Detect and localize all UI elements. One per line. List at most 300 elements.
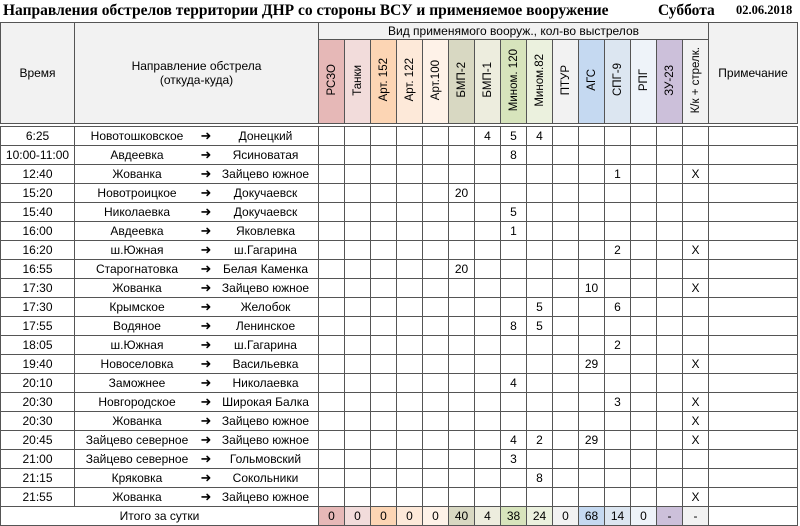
weapon-value-cell bbox=[345, 355, 371, 374]
weapon-header-label: Мином. 120 bbox=[507, 48, 520, 112]
weapon-value-cell bbox=[683, 298, 709, 317]
table-row bbox=[1, 127, 798, 146]
time-cell: 19:40 bbox=[1, 355, 75, 374]
arrow-right-icon: ➜ bbox=[200, 280, 212, 295]
weapon-value-cell bbox=[371, 412, 397, 431]
weapon-value-cell bbox=[553, 393, 579, 412]
weapon-value-cell bbox=[397, 355, 423, 374]
weapon-value-cell bbox=[657, 298, 683, 317]
table-row bbox=[1, 374, 798, 393]
weapon-header bbox=[397, 40, 423, 124]
weapon-value-cell bbox=[449, 222, 475, 241]
weapon-header-label: Мином.82 bbox=[533, 53, 546, 107]
weapon-value-cell bbox=[579, 260, 605, 279]
from-location: Авдеевка bbox=[110, 224, 164, 238]
weapon-value-cell bbox=[397, 146, 423, 165]
weapon-value-cell bbox=[527, 279, 553, 298]
weapon-value-cell bbox=[449, 317, 475, 336]
weapon-value-cell: 4 bbox=[527, 127, 553, 146]
weapon-value-cell bbox=[397, 412, 423, 431]
weapon-value-cell bbox=[371, 279, 397, 298]
weapon-value-cell bbox=[605, 469, 631, 488]
table-row bbox=[1, 279, 798, 298]
direction-cell bbox=[75, 355, 319, 374]
total-value-cell: 38 bbox=[501, 507, 527, 526]
table-row bbox=[1, 260, 798, 279]
weapon-value-cell bbox=[631, 317, 657, 336]
direction-header-text: Направление обстрела (откуда-куда) bbox=[131, 59, 262, 87]
weapon-header-label: Танки bbox=[351, 64, 364, 96]
weapon-value-cell: 1 bbox=[501, 222, 527, 241]
time-cell: 16:00 bbox=[1, 222, 75, 241]
weapon-value-cell bbox=[657, 374, 683, 393]
weapon-value-cell: 5 bbox=[501, 203, 527, 222]
weapon-value-cell: 4 bbox=[475, 127, 501, 146]
table-row bbox=[1, 469, 798, 488]
weapon-value-cell bbox=[527, 241, 553, 260]
weapon-value-cell bbox=[631, 393, 657, 412]
note-cell bbox=[709, 203, 798, 222]
time-cell: 17:55 bbox=[1, 317, 75, 336]
to-location: Белая Каменка bbox=[222, 262, 309, 276]
weapon-value-cell bbox=[423, 393, 449, 412]
direction-cell bbox=[75, 336, 319, 355]
weapon-value-cell bbox=[423, 279, 449, 298]
to-location: Яковлевка bbox=[235, 224, 296, 238]
weapon-value-cell bbox=[527, 412, 553, 431]
weapon-value-cell bbox=[631, 203, 657, 222]
weapon-value-cell bbox=[527, 374, 553, 393]
to-location: Николаевка bbox=[232, 376, 299, 390]
weapon-value-cell: 4 bbox=[501, 374, 527, 393]
weapon-value-cell bbox=[475, 317, 501, 336]
to-location: Докучаевск bbox=[233, 186, 298, 200]
time-cell: 17:30 bbox=[1, 298, 75, 317]
weapon-value-cell bbox=[683, 450, 709, 469]
weapon-value-cell: X bbox=[683, 165, 709, 184]
weapon-value-cell bbox=[397, 450, 423, 469]
total-note-cell bbox=[709, 507, 798, 526]
note-cell bbox=[709, 450, 798, 469]
arrow-right-icon: ➜ bbox=[200, 204, 212, 219]
weapon-value-cell bbox=[631, 431, 657, 450]
weapon-value-cell bbox=[319, 298, 345, 317]
weapon-value-cell bbox=[449, 374, 475, 393]
weapon-value-cell bbox=[475, 184, 501, 203]
to-location: Зайцево южное bbox=[221, 433, 310, 447]
weapon-value-cell bbox=[631, 279, 657, 298]
to-location: Ленинское bbox=[235, 319, 296, 333]
time-cell: 12:40 bbox=[1, 165, 75, 184]
table-row bbox=[1, 317, 798, 336]
weapon-value-cell bbox=[553, 222, 579, 241]
weapon-value-cell bbox=[605, 279, 631, 298]
weapon-header-label: БМП-2 bbox=[455, 62, 468, 98]
weapon-value-cell bbox=[475, 165, 501, 184]
weapon-value-cell bbox=[371, 127, 397, 146]
to-location: Желобок bbox=[240, 300, 291, 314]
weapon-value-cell bbox=[449, 469, 475, 488]
weapon-value-cell bbox=[501, 412, 527, 431]
weapon-value-cell: 20 bbox=[449, 260, 475, 279]
total-value-cell: 0 bbox=[553, 507, 579, 526]
weapon-value-cell bbox=[449, 336, 475, 355]
weapon-value-cell bbox=[683, 260, 709, 279]
direction-cell bbox=[75, 222, 319, 241]
weapon-header-label: Арт.100 bbox=[429, 59, 442, 101]
weapon-value-cell bbox=[371, 431, 397, 450]
note-header: Примечание bbox=[709, 23, 798, 124]
weapon-value-cell bbox=[579, 127, 605, 146]
weapon-value-cell bbox=[423, 260, 449, 279]
weapon-value-cell bbox=[527, 146, 553, 165]
weapon-value-cell bbox=[449, 431, 475, 450]
weapon-value-cell bbox=[319, 355, 345, 374]
weapon-value-cell bbox=[683, 146, 709, 165]
from-location: ш.Южная bbox=[110, 243, 164, 257]
weapon-value-cell bbox=[423, 298, 449, 317]
total-value-cell: 14 bbox=[605, 507, 631, 526]
weapon-value-cell bbox=[397, 469, 423, 488]
weapon-value-cell bbox=[657, 222, 683, 241]
arrow-right-icon: ➜ bbox=[200, 432, 212, 447]
weapon-value-cell bbox=[449, 241, 475, 260]
weapon-value-cell bbox=[527, 336, 553, 355]
from-location: Жованка bbox=[112, 167, 162, 181]
table-row bbox=[1, 393, 798, 412]
weapon-value-cell bbox=[319, 374, 345, 393]
weapon-value-cell bbox=[553, 146, 579, 165]
time-cell: 15:40 bbox=[1, 203, 75, 222]
weapon-value-cell: X bbox=[683, 488, 709, 507]
from-location: Кряковка bbox=[111, 471, 163, 485]
weapon-header-label: ПТУР bbox=[559, 64, 572, 96]
note-cell bbox=[709, 469, 798, 488]
note-cell bbox=[709, 317, 798, 336]
weapon-value-cell bbox=[579, 488, 605, 507]
weapon-value-cell bbox=[345, 203, 371, 222]
weapon-value-cell bbox=[631, 184, 657, 203]
to-location: Зайцево южное bbox=[221, 490, 310, 504]
weapon-value-cell bbox=[605, 127, 631, 146]
weapon-value-cell bbox=[475, 222, 501, 241]
weapon-header bbox=[475, 40, 501, 124]
direction-cell bbox=[75, 374, 319, 393]
table-row bbox=[1, 488, 798, 507]
weapon-value-cell bbox=[683, 317, 709, 336]
from-location: ш.Южная bbox=[110, 338, 164, 352]
weapon-value-cell bbox=[397, 317, 423, 336]
weapon-value-cell bbox=[579, 298, 605, 317]
weapon-value-cell bbox=[423, 241, 449, 260]
direction-cell bbox=[75, 412, 319, 431]
weapon-value-cell bbox=[397, 260, 423, 279]
time-cell: 16:55 bbox=[1, 260, 75, 279]
weapon-value-cell bbox=[371, 317, 397, 336]
weapon-header bbox=[423, 40, 449, 124]
to-location: Докучаевск bbox=[233, 205, 298, 219]
weapon-value-cell bbox=[501, 393, 527, 412]
weapon-value-cell bbox=[605, 488, 631, 507]
shelling-table bbox=[0, 22, 798, 526]
from-location: Старогнатовка bbox=[95, 262, 179, 276]
weapon-value-cell bbox=[553, 431, 579, 450]
direction-cell bbox=[75, 488, 319, 507]
weapon-value-cell: X bbox=[683, 412, 709, 431]
weapon-value-cell bbox=[605, 431, 631, 450]
weapon-value-cell bbox=[579, 374, 605, 393]
weapon-value-cell bbox=[631, 488, 657, 507]
time-cell: 16:20 bbox=[1, 241, 75, 260]
weapon-value-cell bbox=[397, 298, 423, 317]
weapon-value-cell bbox=[319, 146, 345, 165]
weapon-value-cell bbox=[345, 146, 371, 165]
weapon-value-cell bbox=[631, 241, 657, 260]
weapon-value-cell bbox=[345, 374, 371, 393]
weapon-value-cell bbox=[397, 241, 423, 260]
weapon-value-cell: 3 bbox=[501, 450, 527, 469]
weapon-value-cell bbox=[657, 127, 683, 146]
from-location: Зайцево северное bbox=[85, 452, 189, 466]
from-location: Новотроицкое bbox=[97, 186, 177, 200]
weapon-value-cell bbox=[657, 431, 683, 450]
time-cell: 20:30 bbox=[1, 393, 75, 412]
weapon-value-cell bbox=[345, 298, 371, 317]
weapon-value-cell bbox=[319, 412, 345, 431]
weapon-value-cell bbox=[657, 393, 683, 412]
weapon-value-cell bbox=[657, 450, 683, 469]
weapon-value-cell bbox=[345, 260, 371, 279]
arrow-right-icon: ➜ bbox=[200, 318, 212, 333]
weapon-value-cell bbox=[579, 184, 605, 203]
weapon-value-cell bbox=[631, 127, 657, 146]
weapon-header-label: Арт. 152 bbox=[377, 58, 390, 102]
weapon-value-cell: X bbox=[683, 431, 709, 450]
weapon-value-cell bbox=[423, 431, 449, 450]
weapon-header-label: РПГ bbox=[637, 68, 650, 92]
weapon-value-cell bbox=[553, 241, 579, 260]
weapon-value-cell bbox=[579, 393, 605, 412]
weapon-value-cell bbox=[423, 488, 449, 507]
weapon-value-cell bbox=[553, 165, 579, 184]
weapon-value-cell bbox=[345, 317, 371, 336]
direction-cell bbox=[75, 260, 319, 279]
to-location: Донецкий bbox=[238, 129, 293, 143]
weapon-value-cell bbox=[449, 127, 475, 146]
weapon-value-cell bbox=[683, 336, 709, 355]
total-value-cell: 0 bbox=[345, 507, 371, 526]
weapon-value-cell bbox=[371, 374, 397, 393]
weapon-value-cell bbox=[423, 317, 449, 336]
weapon-value-cell bbox=[397, 431, 423, 450]
from-location: Зайцево северное bbox=[85, 433, 189, 447]
weapon-value-cell bbox=[475, 431, 501, 450]
weapon-value-cell bbox=[371, 393, 397, 412]
weapon-value-cell bbox=[397, 127, 423, 146]
weapon-value-cell bbox=[423, 374, 449, 393]
weapon-value-cell bbox=[605, 374, 631, 393]
weapon-value-cell bbox=[657, 203, 683, 222]
direction-cell bbox=[75, 431, 319, 450]
weapon-value-cell bbox=[553, 374, 579, 393]
weapon-value-cell bbox=[501, 260, 527, 279]
weapon-value-cell bbox=[475, 146, 501, 165]
note-cell bbox=[709, 488, 798, 507]
weapon-value-cell bbox=[657, 412, 683, 431]
arrow-right-icon: ➜ bbox=[200, 356, 212, 371]
weapon-value-cell bbox=[683, 469, 709, 488]
weapon-value-cell bbox=[683, 184, 709, 203]
weapon-value-cell bbox=[657, 279, 683, 298]
note-cell bbox=[709, 298, 798, 317]
weapon-value-cell: 8 bbox=[527, 469, 553, 488]
weapon-value-cell bbox=[475, 488, 501, 507]
direction-cell bbox=[75, 184, 319, 203]
weapon-value-cell bbox=[475, 298, 501, 317]
total-value-cell: 0 bbox=[397, 507, 423, 526]
weapon-header bbox=[657, 40, 683, 124]
weapon-value-cell bbox=[319, 279, 345, 298]
weapon-value-cell bbox=[631, 298, 657, 317]
weapon-header-label: Арт. 122 bbox=[403, 58, 416, 102]
weapon-value-cell: 8 bbox=[501, 317, 527, 336]
weapon-value-cell bbox=[423, 146, 449, 165]
weapon-value-cell bbox=[449, 146, 475, 165]
weapon-value-cell bbox=[579, 412, 605, 431]
time-cell: 21:15 bbox=[1, 469, 75, 488]
weapon-header bbox=[579, 40, 605, 124]
weapon-value-cell bbox=[423, 184, 449, 203]
report-day: Суббота bbox=[658, 2, 715, 19]
time-cell: 15:20 bbox=[1, 184, 75, 203]
weapon-value-cell bbox=[319, 222, 345, 241]
weapon-value-cell bbox=[605, 412, 631, 431]
total-value-cell: 68 bbox=[579, 507, 605, 526]
arrow-right-icon: ➜ bbox=[200, 394, 212, 409]
weapon-value-cell bbox=[553, 279, 579, 298]
time-cell: 17:30 bbox=[1, 279, 75, 298]
weapon-value-cell bbox=[397, 279, 423, 298]
weapon-value-cell bbox=[319, 184, 345, 203]
from-location: Николаевка bbox=[103, 205, 171, 219]
time-cell: 20:10 bbox=[1, 374, 75, 393]
weapon-value-cell bbox=[683, 203, 709, 222]
weapon-value-cell bbox=[345, 393, 371, 412]
weapon-value-cell: 8 bbox=[501, 146, 527, 165]
weapon-value-cell: 5 bbox=[527, 298, 553, 317]
direction-cell bbox=[75, 203, 319, 222]
total-value-cell: - bbox=[657, 507, 683, 526]
weapon-value-cell bbox=[553, 184, 579, 203]
total-value-cell: 0 bbox=[371, 507, 397, 526]
table-row bbox=[1, 355, 798, 374]
weapon-value-cell bbox=[371, 222, 397, 241]
weapon-value-cell bbox=[501, 469, 527, 488]
weapon-value-cell bbox=[553, 336, 579, 355]
to-location: ш.Гагарина bbox=[234, 243, 297, 257]
weapon-value-cell bbox=[475, 355, 501, 374]
from-location: Жованка bbox=[112, 490, 162, 504]
arrow-right-icon: ➜ bbox=[200, 413, 212, 428]
weapon-header-label: РСЗО bbox=[325, 64, 338, 96]
weapon-value-cell bbox=[423, 222, 449, 241]
table-row bbox=[1, 412, 798, 431]
weapon-value-cell bbox=[319, 317, 345, 336]
table-row bbox=[1, 203, 798, 222]
weapon-value-cell bbox=[371, 146, 397, 165]
weapons-group-header: Вид применямого вооруж., кол-во выстрелов bbox=[319, 23, 709, 40]
direction-cell bbox=[75, 469, 319, 488]
weapon-value-cell bbox=[371, 260, 397, 279]
weapon-value-cell bbox=[345, 450, 371, 469]
weapon-value-cell bbox=[501, 279, 527, 298]
weapon-value-cell bbox=[371, 469, 397, 488]
total-value-cell: 40 bbox=[449, 507, 475, 526]
note-cell bbox=[709, 374, 798, 393]
to-location: Васильевка bbox=[232, 357, 299, 371]
arrow-right-icon: ➜ bbox=[200, 470, 212, 485]
total-value-cell: - bbox=[683, 507, 709, 526]
total-value-cell: 0 bbox=[319, 507, 345, 526]
weapon-value-cell bbox=[319, 450, 345, 469]
weapon-value-cell bbox=[501, 241, 527, 260]
weapon-value-cell bbox=[553, 355, 579, 374]
weapon-value-cell bbox=[371, 450, 397, 469]
weapon-value-cell bbox=[553, 450, 579, 469]
weapon-value-cell bbox=[319, 127, 345, 146]
weapon-value-cell: 2 bbox=[527, 431, 553, 450]
weapon-value-cell bbox=[605, 260, 631, 279]
weapon-value-cell bbox=[657, 165, 683, 184]
weapon-value-cell bbox=[631, 374, 657, 393]
weapon-value-cell: X bbox=[683, 279, 709, 298]
weapon-value-cell bbox=[657, 336, 683, 355]
table-row bbox=[1, 241, 798, 260]
weapon-value-cell bbox=[527, 165, 553, 184]
arrow-right-icon: ➜ bbox=[200, 185, 212, 200]
to-location: Зайцево южное bbox=[221, 281, 310, 295]
weapon-header bbox=[683, 40, 709, 124]
weapon-header bbox=[501, 40, 527, 124]
weapon-value-cell: 10 bbox=[579, 279, 605, 298]
weapon-header bbox=[449, 40, 475, 124]
weapon-value-cell bbox=[449, 298, 475, 317]
weapon-value-cell bbox=[657, 317, 683, 336]
weapon-value-cell bbox=[657, 184, 683, 203]
weapon-header bbox=[527, 40, 553, 124]
arrow-right-icon: ➜ bbox=[200, 166, 212, 181]
weapon-value-cell bbox=[449, 450, 475, 469]
weapon-value-cell bbox=[605, 184, 631, 203]
weapon-header bbox=[345, 40, 371, 124]
weapon-value-cell bbox=[553, 469, 579, 488]
weapon-value-cell bbox=[553, 412, 579, 431]
direction-cell bbox=[75, 450, 319, 469]
weapon-value-cell bbox=[475, 374, 501, 393]
weapon-value-cell: X bbox=[683, 393, 709, 412]
total-value-cell: 4 bbox=[475, 507, 501, 526]
weapon-value-cell bbox=[579, 450, 605, 469]
weapon-header-label: АГС bbox=[585, 69, 598, 91]
weapon-header-label: БМП-1 bbox=[481, 62, 494, 98]
time-cell: 6:25 bbox=[1, 127, 75, 146]
weapon-value-cell bbox=[553, 317, 579, 336]
weapon-value-cell bbox=[527, 355, 553, 374]
table-row bbox=[1, 184, 798, 203]
weapon-value-cell bbox=[449, 279, 475, 298]
weapon-value-cell bbox=[579, 336, 605, 355]
weapon-value-cell bbox=[371, 203, 397, 222]
